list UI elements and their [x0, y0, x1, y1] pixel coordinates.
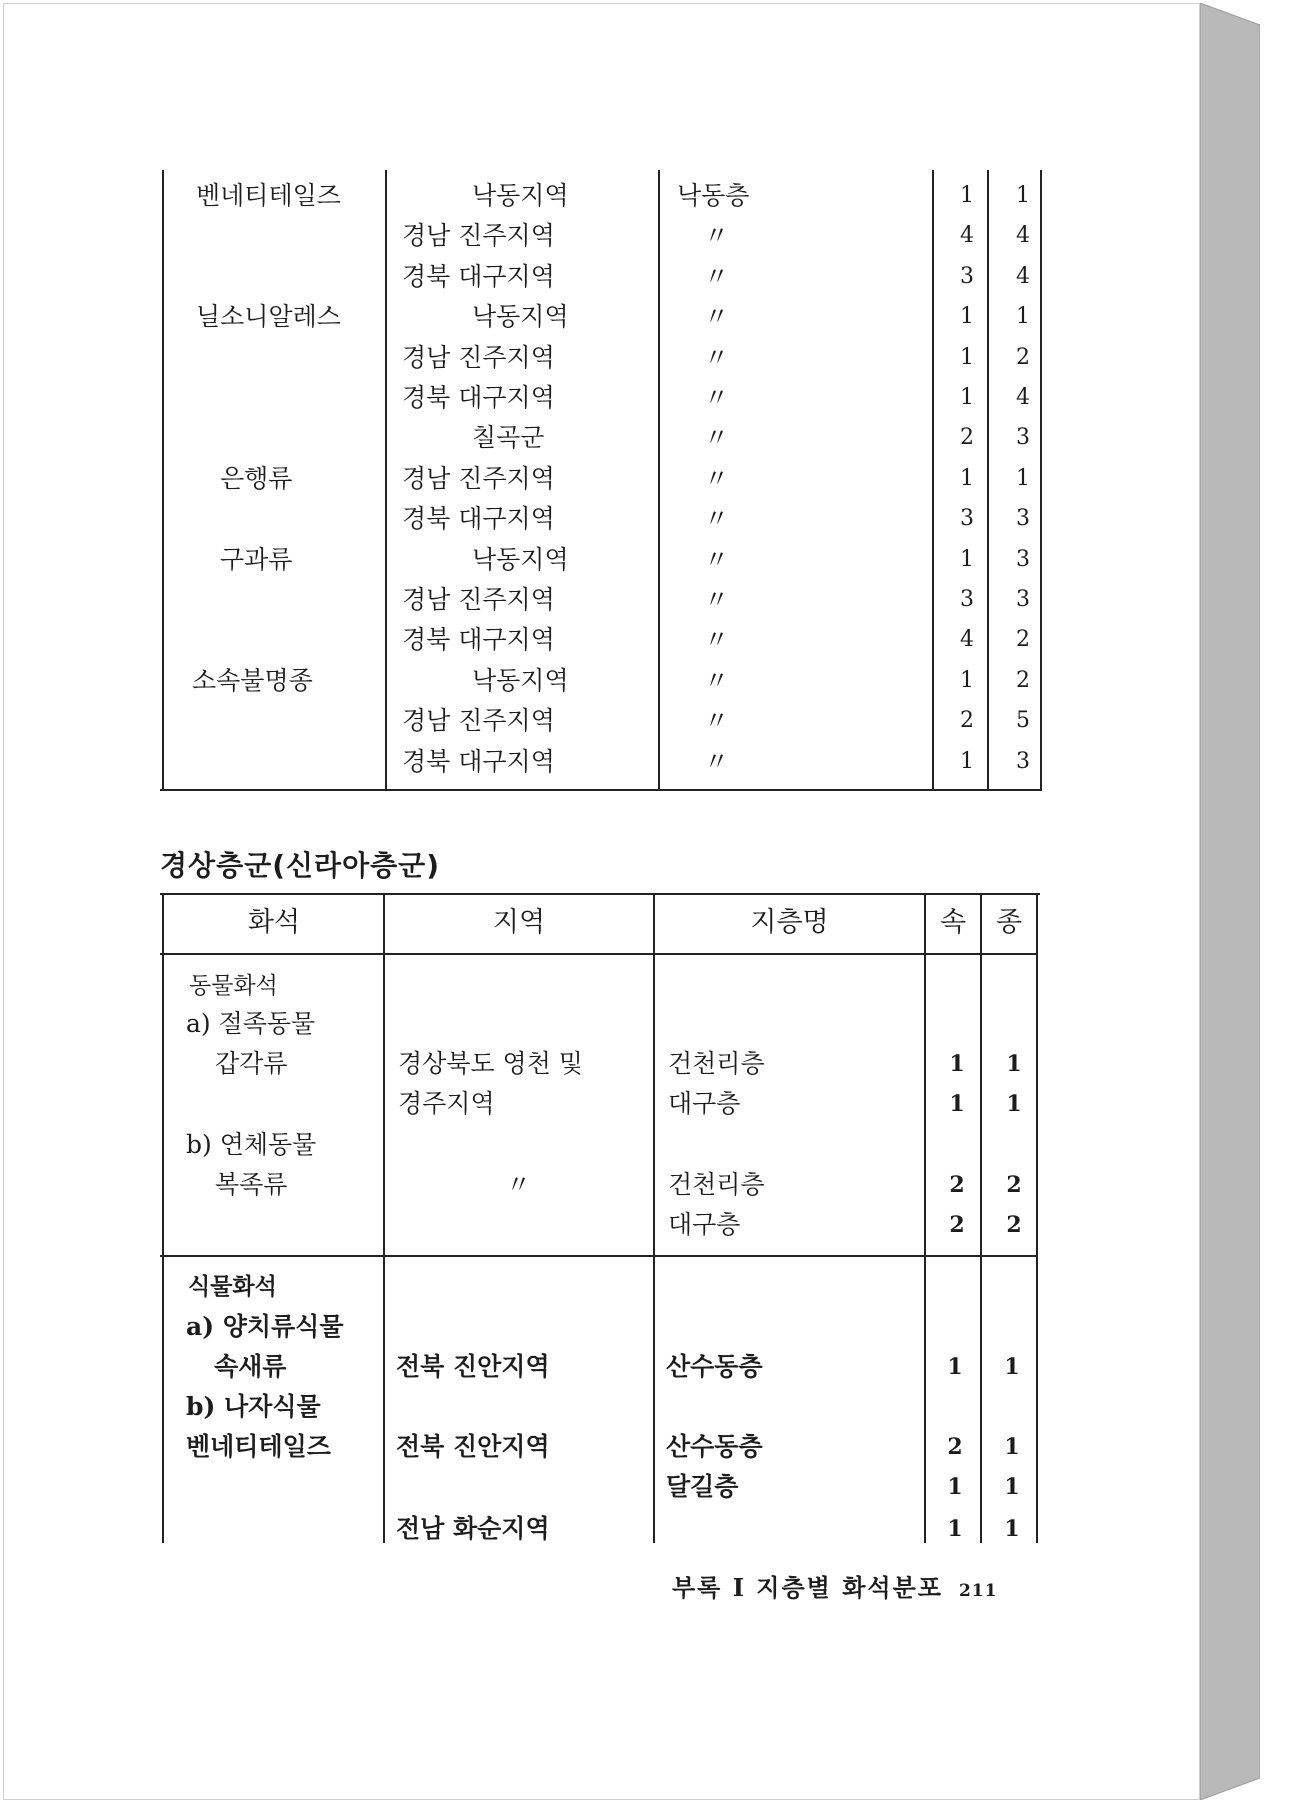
table1-divider — [987, 170, 989, 791]
table-cell-fossil: 구과류 — [220, 545, 293, 574]
table-cell-genus: 4 — [960, 627, 974, 652]
table-cell-region: 경북 대구지역 — [402, 383, 555, 412]
table-cell-region: 경북 대구지역 — [402, 504, 555, 533]
table-cell-genus: 1 — [960, 547, 974, 572]
table-cell-species: 4 — [1016, 223, 1030, 248]
region-hwasun: 전남 화순지역 — [396, 1514, 550, 1543]
table1-divider — [658, 170, 660, 791]
table-cell-genus: 3 — [960, 506, 974, 531]
table-cell-stratum: 〃 — [704, 423, 730, 452]
stratum-geoncheonri: 건천리층 — [668, 1049, 765, 1078]
table-cell-stratum: 〃 — [704, 666, 730, 695]
table-cell-genus: 1 — [960, 304, 974, 329]
table1-divider — [932, 170, 934, 791]
table-cell-region: 낙동지역 — [472, 302, 569, 331]
table-cell-region: 낙동지역 — [472, 666, 569, 695]
table2-divider — [653, 893, 655, 1543]
table-cell-species: 2 — [1016, 345, 1030, 370]
table-cell-species: 4 — [1016, 264, 1030, 289]
table-cell-region: 경남 진주지역 — [402, 585, 555, 614]
table-cell-region: 경남 진주지역 — [402, 464, 555, 493]
header-stratum: 지층명 — [750, 907, 829, 938]
table2-left-border — [162, 893, 164, 1543]
table1-bottom-border — [160, 789, 1042, 791]
header-fossil: 화석 — [247, 907, 301, 938]
species-count: 2 — [1006, 1212, 1022, 1238]
table1-divider — [385, 170, 387, 791]
stratum-sansudong: 산수동층 — [666, 1352, 763, 1381]
item-crustacea: 갑각류 — [215, 1049, 288, 1078]
genus-count: 1 — [947, 1354, 963, 1380]
table-cell-region: 경북 대구지역 — [402, 625, 555, 654]
table-cell-stratum: 낙동층 — [677, 181, 750, 210]
table-cell-stratum: 〃 — [704, 504, 730, 533]
table2-header-rule — [160, 953, 1036, 955]
species-count: 1 — [1004, 1354, 1020, 1380]
page-stack-edge — [1200, 3, 1260, 1800]
table-cell-genus: 3 — [960, 587, 974, 612]
region-gyeongju: 경주지역 — [398, 1089, 495, 1118]
table-cell-species: 1 — [1016, 304, 1030, 329]
table-cell-species: 3 — [1016, 749, 1030, 774]
table-cell-fossil: 소속불명종 — [192, 666, 313, 695]
table-cell-stratum: 〃 — [704, 343, 730, 372]
table-cell-genus: 1 — [960, 466, 974, 491]
table-cell-genus: 1 — [960, 749, 974, 774]
table-cell-species: 4 — [1016, 385, 1030, 410]
animal-fossil-heading: 동물화석 — [189, 973, 278, 999]
group-arthropod: a) 절족동물 — [186, 1009, 316, 1038]
table-cell-genus: 1 — [960, 345, 974, 370]
species-count: 1 — [1006, 1091, 1022, 1117]
table-cell-stratum: 〃 — [704, 464, 730, 493]
table-cell-species: 3 — [1016, 587, 1030, 612]
stratum-daegu: 대구층 — [668, 1089, 741, 1118]
table-cell-genus: 3 — [960, 264, 974, 289]
item-equisetales: 속새류 — [214, 1352, 287, 1381]
table-cell-genus: 2 — [960, 708, 974, 733]
table-cell-stratum: 〃 — [704, 302, 730, 331]
table-cell-region: 경남 진주지역 — [402, 706, 555, 735]
item-gastropoda: 복족류 — [215, 1170, 288, 1199]
header-genus: 속 — [939, 907, 967, 938]
item-bennettitales: 벤네티테일즈 — [186, 1432, 331, 1461]
species-count: 1 — [1006, 1051, 1022, 1077]
table2-right-border — [1036, 893, 1038, 1543]
table-cell-region: 낙동지역 — [472, 181, 569, 210]
table-cell-region: 경남 진주지역 — [402, 343, 555, 372]
table-cell-species: 3 — [1016, 547, 1030, 572]
table-cell-region: 경북 대구지역 — [402, 747, 555, 776]
genus-count: 2 — [949, 1212, 965, 1238]
table2-divider — [924, 893, 926, 1543]
region-jinan: 전북 진안지역 — [396, 1432, 550, 1461]
table-cell-species: 1 — [1016, 466, 1030, 491]
table-cell-stratum: 〃 — [704, 545, 730, 574]
table-cell-species: 2 — [1016, 627, 1030, 652]
section-title: 경상층군(신라아층군) — [160, 849, 441, 882]
table-cell-fossil: 닐소니알레스 — [196, 302, 341, 331]
table-cell-stratum: 〃 — [704, 262, 730, 291]
species-count: 2 — [1006, 1172, 1022, 1198]
table2-top-border — [160, 893, 1040, 895]
group-pteridophyte: a) 양치류식물 — [186, 1312, 344, 1341]
page-number: 211 — [958, 1581, 998, 1601]
table-cell-stratum: 〃 — [704, 221, 730, 250]
header-species: 종 — [995, 907, 1023, 938]
table-cell-species: 3 — [1016, 506, 1030, 531]
page-footer — [672, 1568, 997, 1603]
species-count: 1 — [1004, 1434, 1020, 1460]
group-gymnosperm: b) 나자식물 — [186, 1392, 321, 1421]
table-cell-genus: 2 — [960, 425, 974, 450]
genus-count: 1 — [949, 1051, 965, 1077]
table2-section-rule — [160, 1255, 1036, 1257]
table-cell-stratum: 〃 — [704, 585, 730, 614]
table-cell-stratum: 〃 — [704, 747, 730, 776]
table-cell-stratum: 〃 — [704, 383, 730, 412]
stratum-geoncheonri: 건천리층 — [668, 1170, 765, 1199]
genus-count: 1 — [949, 1091, 965, 1117]
stratum-sansudong: 산수동층 — [666, 1432, 763, 1461]
table-cell-region: 낙동지역 — [472, 545, 569, 574]
table-cell-species: 2 — [1016, 668, 1030, 693]
header-region: 지역 — [492, 907, 546, 938]
species-count: 1 — [1004, 1516, 1020, 1542]
table-cell-species: 1 — [1016, 183, 1030, 208]
table-cell-fossil: 은행류 — [220, 464, 293, 493]
genus-count: 2 — [947, 1434, 963, 1460]
table-cell-region: 경북 대구지역 — [402, 262, 555, 291]
ditto-mark: 〃 — [506, 1170, 532, 1199]
table-cell-stratum: 〃 — [704, 625, 730, 654]
table1-left-border — [162, 170, 164, 791]
table-cell-genus: 1 — [960, 385, 974, 410]
stratum-dalgil: 달길층 — [666, 1472, 739, 1501]
plant-fossil-heading: 식물화석 — [188, 1274, 277, 1300]
region-yeongcheon: 경상북도 영천 및 — [398, 1049, 583, 1078]
table-cell-fossil: 벤네티테일즈 — [196, 181, 341, 210]
table-cell-genus: 4 — [960, 223, 974, 248]
region-jinan: 전북 진안지역 — [396, 1352, 550, 1381]
table-cell-stratum: 〃 — [704, 706, 730, 735]
genus-count: 2 — [949, 1172, 965, 1198]
table-cell-genus: 1 — [960, 668, 974, 693]
table-cell-species: 5 — [1016, 708, 1030, 733]
species-count: 1 — [1004, 1474, 1020, 1500]
genus-count: 1 — [947, 1474, 963, 1500]
genus-count: 1 — [947, 1516, 963, 1542]
table2-divider — [383, 893, 385, 1543]
group-mollusc: b) 연체동물 — [186, 1130, 317, 1159]
table-cell-genus: 1 — [960, 183, 974, 208]
table-cell-species: 3 — [1016, 425, 1030, 450]
table2-divider — [980, 893, 982, 1543]
table-cell-region: 경남 진주지역 — [402, 221, 555, 250]
running-footer-title: 부록 Ⅰ 지층별 화석분포 — [672, 1573, 943, 1602]
stratum-daegu: 대구층 — [668, 1210, 741, 1239]
table-cell-region: 칠곡군 — [472, 423, 545, 452]
